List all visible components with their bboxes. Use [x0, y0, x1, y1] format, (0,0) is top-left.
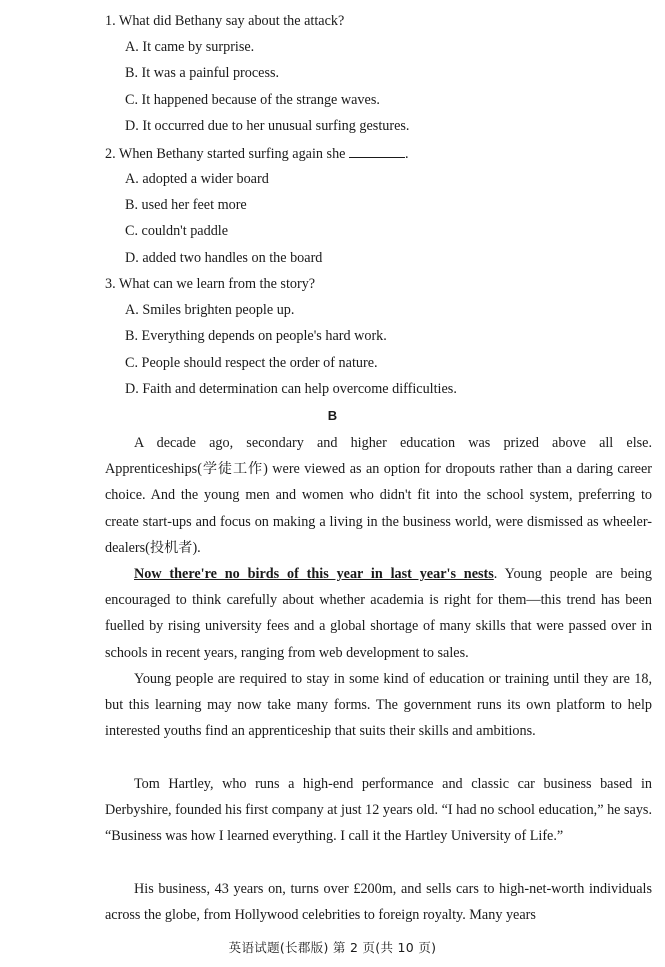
- passage-paragraph-2: [105, 561, 652, 666]
- question-3-option-b: B. Everything depends on people's hard work.: [125, 328, 387, 344]
- underlined-sentence: Now there're no birds of this year in last year's nests: [134, 566, 494, 582]
- question-1-option-c: C. It happened because of the strange waves.: [125, 92, 380, 108]
- paragraph-2-text: . Young people are being encouraged to think carefully about whether academia is right for them—this trend has been fuelled by rising university fees and a global shortage of many skills that were passed over in schools in recent years, ranging from web development to sales.: [105, 566, 652, 661]
- question-1-stem: 1. What did Bethany say about the attack?: [105, 13, 345, 29]
- question-1-option-a: A. It came by surprise.: [125, 39, 255, 55]
- passage-paragraph-4: [105, 771, 652, 850]
- section-label: B: [327, 408, 338, 423]
- passage-paragraph-1: [105, 430, 652, 561]
- question-3-option-d: D. Faith and determination can help overcome difficulties.: [125, 381, 457, 397]
- passage-paragraph-5: [105, 876, 652, 928]
- question-2-option-c: C. couldn't paddle: [125, 223, 229, 239]
- question-2-stem-text: 2. When Bethany started surfing again she: [105, 146, 346, 162]
- question-2-stem: [105, 145, 409, 163]
- question-3-stem: 3. What can we learn from the story?: [105, 276, 316, 292]
- question-2-option-a: A. adopted a wider board: [125, 171, 269, 187]
- paragraph-3-text: Young people are required to stay in some kind of education or training until they are 18, but this learning may now take many forms. The government runs its own platform to help interested youths find an apprenticeship that suits their skills and ambitions.: [105, 671, 652, 740]
- question-1-option-d: D. It occurred due to her unusual surfing gestures.: [125, 118, 410, 134]
- question-1-option-b: B. It was a painful process.: [125, 65, 280, 81]
- paragraph-4-text: Tom Hartley, who runs a high-end performance and classic car business based in Derbyshire, founded his first company at just 12 years old. “I had no school education,” he says. “Business was how I learned everything. I call it the Hartley University of Life.”: [105, 776, 652, 845]
- question-3-option-c: C. People should respect the order of nature.: [125, 355, 378, 371]
- page-footer: 英语试题(长郡版) 第 2 页(共 10 页): [228, 940, 437, 955]
- question-3-option-a: A. Smiles brighten people up.: [125, 302, 295, 318]
- passage-paragraph-3: [105, 666, 652, 745]
- paragraph-1-text: A decade ago, secondary and higher education was prized above all else. Apprenticeships(学徒工作) were viewed as an option for dropouts rather than a daring career choice. And the young men and women who didn't fit into the school system, preferring to create start-ups and focus on making a living in the business world, were dismissed as wheeler-dealers(投机者).: [105, 435, 652, 556]
- question-2-stem-end: .: [405, 146, 409, 162]
- question-2-option-b: B. used her feet more: [125, 197, 247, 213]
- paragraph-5-text: His business, 43 years on, turns over £200m, and sells cars to high-net-worth individuals across the globe, from Hollywood celebrities to foreign royalty. Many years: [105, 881, 652, 924]
- question-2-option-d: D. added two handles on the board: [125, 250, 323, 266]
- answer-blank: [349, 145, 405, 158]
